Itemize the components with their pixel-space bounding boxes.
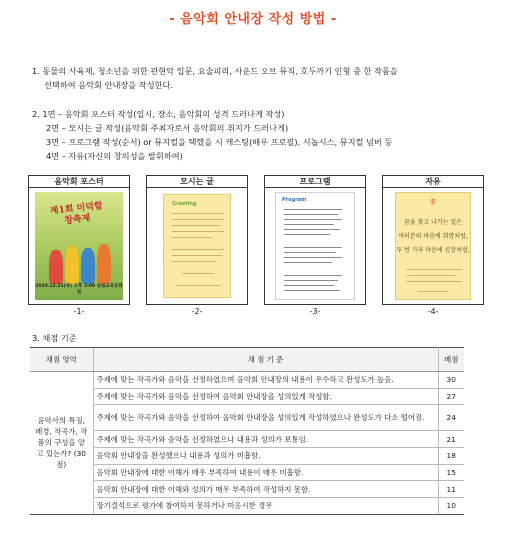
picture-poster — [28, 175, 130, 316]
program-image — [264, 187, 366, 305]
picture-free-label: 자유 — [382, 175, 484, 187]
table-row — [30, 372, 464, 389]
header-criteria: 채 점 기 준 — [93, 348, 438, 372]
score-cell: 15 — [438, 464, 464, 481]
picture-poster-label: 음악회 포스터 — [28, 175, 130, 187]
table-row — [30, 481, 464, 498]
rubric-table — [30, 347, 464, 515]
criteria-cell: 주제에 맞는 작곡가와 음악을 선정하여 음악회 안내장을 성의있게 작성함. — [93, 388, 438, 405]
section-1-line-1: 1. 동물의 사육제, 청소년을 위한 관현악 입문, 요술피리, 사운드 오브 뮤직, 호두까기 인형 중 한 작품을 — [32, 66, 398, 76]
table-row — [30, 431, 464, 448]
picture-poster-caption: -1- — [73, 307, 85, 316]
free-image — [382, 187, 484, 305]
criteria-cell: 음악회 안내장에 대한 이해가 매우 부족하여 내용이 매우 미흡함. — [93, 464, 438, 481]
score-cell: 21 — [438, 431, 464, 448]
area-label: 음악사의 특징, 배경, 작곡가, 작품의 구성을 알고 있는가? (30점) — [30, 372, 93, 515]
poster-image — [28, 187, 130, 305]
table-row — [30, 388, 464, 405]
score-cell: 27 — [438, 388, 464, 405]
greeting-image — [146, 187, 248, 305]
score-cell: 30 — [438, 372, 464, 389]
picture-greeting-caption: -2- — [191, 307, 203, 316]
score-cell: 18 — [438, 448, 464, 465]
picture-program-label: 프로그램 — [264, 175, 366, 187]
free-line-3: 여러분의 마음에 희망처럼, — [398, 233, 468, 240]
poster-title: 제1회 미덕합창축제 — [49, 201, 104, 227]
section-2-line-1: 2. 1면 – 음악회 포스터 작성(일시, 장소, 음악회의 성격 드러나게 작성) — [32, 109, 285, 119]
picture-greeting — [146, 175, 248, 316]
section-1 — [32, 64, 398, 92]
criteria-cell: 음악회 안내장을 완성했으나 내용과 성의가 미흡함. — [93, 448, 438, 465]
score-cell: 10 — [438, 498, 464, 515]
score-cell: 24 — [438, 405, 464, 431]
picture-free — [382, 175, 484, 316]
criteria-cell: 주제에 맞는 작곡가와 음악을 선정하였으나 내용과 성의가 보통임. — [93, 431, 438, 448]
header-area: 채점 영역 — [30, 348, 93, 372]
criteria-cell: 주제에 맞는 작곡가와 음악을 선정하였으며 음악회 안내장의 내용이 우수하고 완성도가 높음. — [93, 372, 438, 389]
table-row — [30, 498, 464, 515]
picture-free-caption: -4- — [427, 307, 439, 316]
page-title: - 음악회 안내장 작성 방법 - — [169, 12, 337, 27]
section-2-line-4: 4면 – 자유(자신의 창의성을 발휘하여) — [46, 151, 183, 161]
picture-program — [264, 175, 366, 316]
criteria-cell: 주제에 맞는 작곡가와 음악을 선정하여 음악회 안내장을 성의있게 작성하였으나 완성도가 다소 떨어짐. — [93, 405, 438, 431]
table-row — [30, 464, 464, 481]
table-row — [30, 405, 464, 431]
section-2-line-2: 2면 – 모시는 글 작성(음악회 주최자로서 음악회의 취지가 드러나게) — [46, 123, 289, 133]
program-heading: Program — [282, 197, 307, 203]
picture-greeting-label: 모시는 글 — [146, 175, 248, 187]
table-row — [30, 448, 464, 465]
criteria-cell: 장기결석으로 평가에 참여하지 못하거나 미응시한 경우 — [93, 498, 438, 515]
section-1-line-2: 선택하여 음악회 안내장을 작성한다. — [44, 80, 174, 90]
greeting-heading: Greeting — [172, 201, 197, 207]
criteria-cell: 음악회 안내장에 대한 이해와 성의가 매우 부족하여 작성하지 못함. — [93, 481, 438, 498]
section-2 — [32, 107, 392, 163]
free-line-1: 꿈 — [430, 199, 436, 206]
free-line-4: 두 번 가자 마음에 심장처럼. — [396, 247, 470, 254]
section-3-heading: 3. 채점 기준 — [32, 333, 77, 343]
example-pictures — [28, 175, 484, 320]
rubric-header-row — [30, 348, 464, 372]
free-line-2: 꿈을 찾고 나가는 일은 — [404, 219, 462, 226]
picture-program-caption: -3- — [309, 307, 321, 316]
header-score: 배점 — [438, 348, 464, 372]
section-2-line-3: 3면 – 프로그램 작성(순서) or 뮤지컬을 택했을 시 캐스팅(배우 프로필), 시놉시스, 뮤지컬 넘버 등 — [46, 137, 393, 147]
score-cell: 11 — [438, 481, 464, 498]
poster-footer: 2020.12.21(목) 오후 3:00 송림교육문화원 — [35, 284, 123, 295]
